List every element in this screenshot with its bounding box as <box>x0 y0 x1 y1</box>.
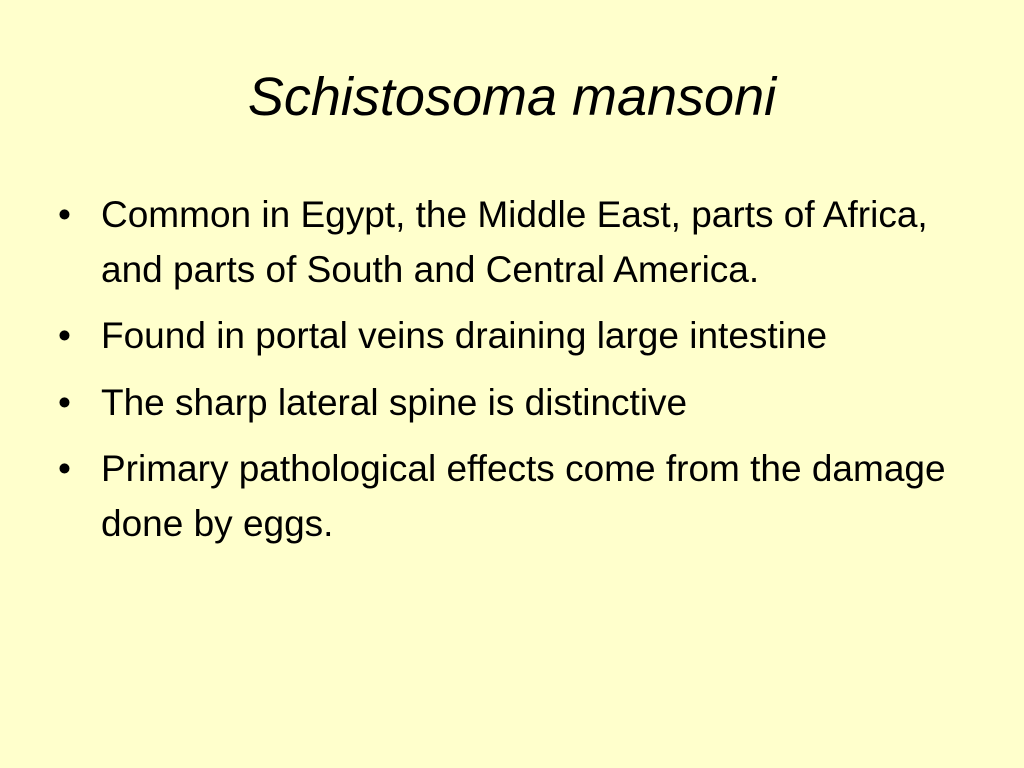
bullet-icon: • <box>58 315 71 356</box>
list-item <box>58 442 978 551</box>
list-item <box>58 309 978 364</box>
bullet-text: Common in Egypt, the Middle East, parts of Africa, and parts of South and Central America. <box>101 194 928 290</box>
bullet-icon: • <box>58 381 71 423</box>
bullet-icon: • <box>58 194 71 235</box>
bullet-list <box>58 188 978 563</box>
slide-title: Schistosoma mansoni <box>247 67 777 127</box>
list-item <box>58 376 978 431</box>
list-item <box>58 188 978 297</box>
bullet-text: The sharp lateral spine is distinctive <box>101 381 688 423</box>
bullet-icon: • <box>58 448 71 489</box>
bullet-text: Primary pathological effects come from the damage done by eggs. <box>101 448 946 544</box>
bullet-text: Found in portal veins draining large intestine <box>101 315 828 356</box>
